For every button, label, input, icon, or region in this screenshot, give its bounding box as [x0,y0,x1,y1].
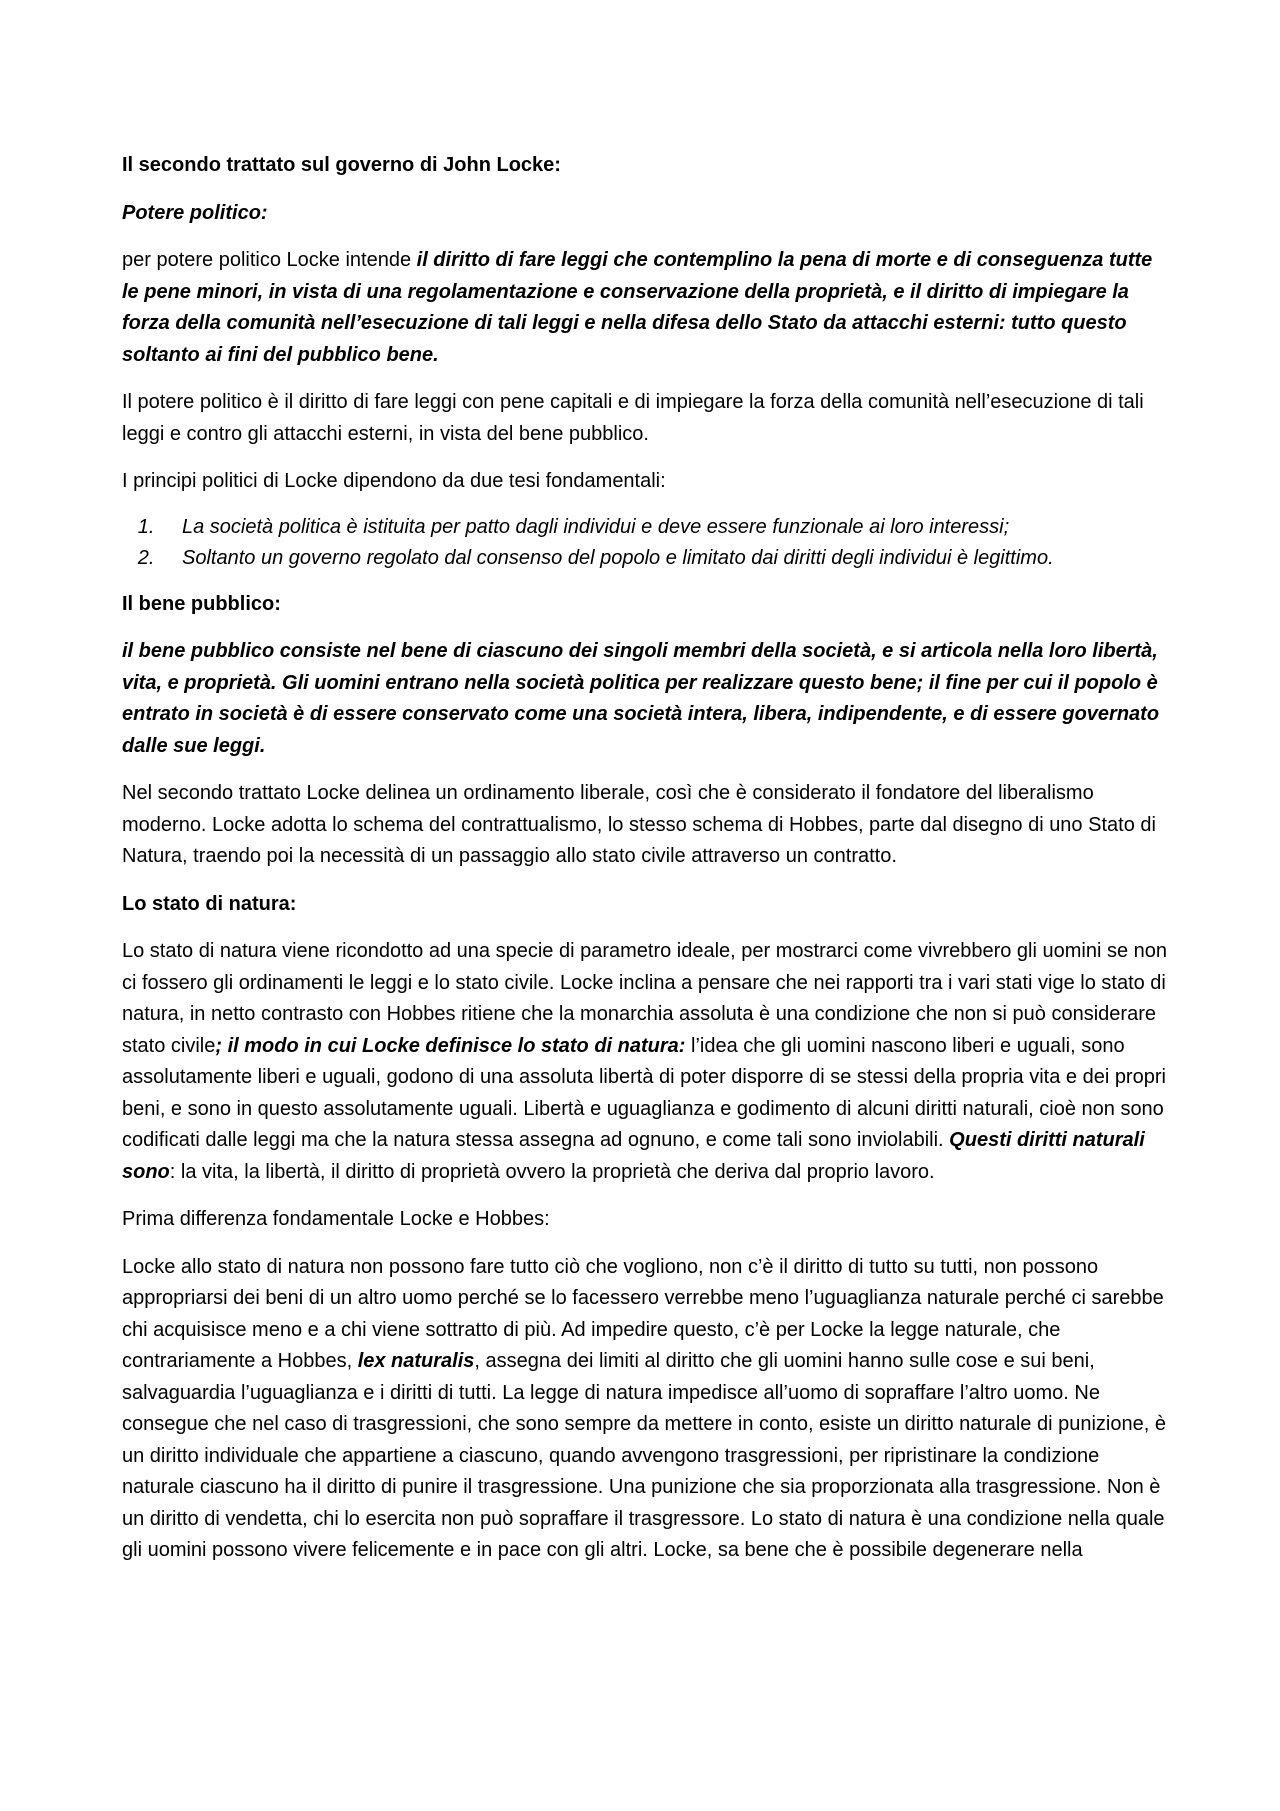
list-item: 2. Soltanto un governo regolato dal consenso del popolo e limitato dai diritti degli individui è legittimo. [160,543,1168,575]
paragraph-legge-naturale [122,1252,1168,1567]
text-emphasis: lex naturalis [357,1350,475,1372]
text-lead: per potere politico Locke intende [122,249,417,271]
heading-bene-pubblico: Il bene pubblico: [122,592,281,615]
text-emphasis: Questi diritti naturali sono [122,1129,1145,1183]
heading-potere-politico: Potere politico: [122,201,268,224]
paragraph-differenza: Prima differenza fondamentale Locke e Hobbes: [122,1208,550,1230]
heading-stato-di-natura: Lo stato di natura: [122,892,297,915]
paragraph-potere-sintesi: Il potere politico è il diritto di fare leggi con pene capitali e di impiegare la forza della comunità nell’esecuzione di tali leggi e contro gli attacchi esterni, in vista del bene pubblico. [122,391,1144,445]
text-part: l’idea che gli uomini nascono liberi e uguali, sono assolutamente liberi e uguali, godono di una assoluta libertà di poter disporre di se stessi della propria vita e dei propri beni, e sono in questo assolutamente uguali. Libertà e uguaglianza e godimento di alcuni diritti naturali, cioè non sono codificati dalle leggi ma che la natura stessa assegna ad ognuno, e come tali sono inviolabili. [122,1034,1166,1151]
list-item: 1. La società politica è istituita per patto dagli individui e deve essere funzionale ai loro interessi; [160,512,1168,544]
text-part: : la vita, la libertà, il diritto di proprietà ovvero la proprietà che deriva dal proprio lavoro. [169,1160,935,1183]
text-part: , assegna dei limiti al diritto che gli uomini hanno sulle cose e sui beni, salvaguardia l’uguaglianza e i diritti di tutti. La legge di natura impedisce all’uomo di sopraffare l’altro uomo. Ne consegue che nel caso di trasgressioni, che sono sempre da mettere in conto, esiste un diritto naturale di punizione, è un diritto individuale che appartiene a ciascuno, quando avvengono trasgressioni, per ripristinare la condizione naturale ciascuno ha il diritto di punire il trasgressione. Una punizione che sia proporzionata alla trasgressione. Non è un diritto di vendetta, chi lo esercita non può sopraffare il trasgressore. Lo stato di natura è una condizione nella quale gli uomini possono vivere felicemente e in pace con gli altri. Locke, sa bene che è possibile degenerare nella [122,1350,1166,1561]
document-page [122,150,1168,1583]
text-emphasis: ; il modo in cui Locke definisce lo stato di natura: [215,1034,686,1057]
text-part: Locke allo stato di natura non possono fare tutto ciò che vogliono, non c’è il diritto di tutto su tutti, non possono appropriarsi dei beni di un altro uomo perché se lo facessero verrebbe meno l’uguaglianza naturale perché ci sarebbe chi acquisisce meno e a chi viene sottratto di più. Ad impedire questo, c’è per Locke la legge naturale, che contrariamente a Hobbes, [122,1255,1164,1372]
paragraph-liberalismo: Nel secondo trattato Locke delinea un ordinamento liberale, così che è considerato il fondatore del liberalismo moderno. Locke adotta lo schema del contrattualismo, lo stesso schema di Hobbes, parte dal disegno di uno Stato di Natura, traendo poi la necessità di un passaggio allo stato civile attraverso un contratto. [122,782,1156,867]
paragraph-stato-di-natura [122,936,1168,1188]
document-title: Il secondo trattato sul governo di John Locke: [122,154,561,176]
principles-list [122,512,1168,575]
paragraph-potere-definizione [122,245,1168,371]
paragraph-bene-definizione: il bene pubblico consiste nel bene di ciascuno dei singoli membri della società, e si articola nella loro libertà, vita, e proprietà. Gli uomini entrano nella società politica per realizzare questo bene; il fine per cui il popolo è entrato in società è di essere conservato come una società intera, libera, indipendente, e di essere governato dalle sue leggi. [122,640,1160,757]
text-part: Lo stato di natura viene ricondotto ad una specie di parametro ideale, per mostrarci come vivrebbero gli uomini se non ci fossero gli ordinamenti le leggi e lo stato civile. Locke inclina a pensare che nei rapporti tra i vari stati vige lo stato di natura, in netto contrasto con Hobbes ritiene che la monarchia assoluta è una condizione che non si può considerare stato civile [122,940,1168,1057]
paragraph-principi: I principi politici di Locke dipendono da due tesi fondamentali: [122,470,666,492]
text-emphasis: il diritto di fare leggi che contemplino la pena di morte e di conseguenza tutte le pene minori, in vista di una regolamentazione e conservazione della proprietà, e il diritto di impiegare la forza della comunità nell’esecuzione di tali leggi e nella difesa dello Stato da attacchi esterni: tutto questo soltanto ai fini del pubblico bene. [122,249,1153,366]
